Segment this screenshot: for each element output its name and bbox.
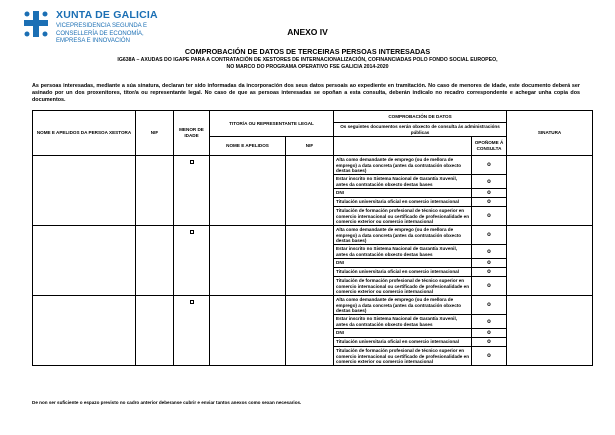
oppose-checkbox[interactable]: o [472,259,507,268]
page-subtitle [0,57,615,71]
minor-checkbox[interactable] [190,160,194,164]
document-label: Alta como demandante de emprego (ou de mellora de emprego) a data concreta (antes da contratación obxecto destas bases) [334,156,472,175]
oppose-checkbox[interactable]: o [472,315,507,329]
logo-name: XUNTA DE GALICIA [56,9,158,21]
header-tutor: TITOR/A OU REPRESENTANTE LEGAL [210,111,334,137]
person-name-cell[interactable] [33,226,136,296]
document-label: Estar inscrito no Sistema Nacional de Garantía Xuvenil, antes da contratación obxecto destas bases [334,175,472,189]
oppose-checkbox[interactable]: o [472,329,507,338]
minor-checkbox-cell [174,156,210,226]
table-body [33,156,593,366]
document-label: DNI [334,259,472,268]
document-label: Titulación de formación profesional de técnico superior en comercio internacional ou certificado de profesionalidade en comercio exterior ou comercio internacional [334,277,472,296]
header-name: NOME E APELIDOS DA PERSOA XESTORA [33,111,136,156]
document-label: Titulación universitaria oficial en comercio internacional [334,268,472,277]
oppose-checkbox[interactable]: o [472,347,507,366]
header-tutor-nif: NIF [286,137,334,156]
header-verification-sub: Os seguintes documentos serán obxecto de consulta ás administracións públicas [334,123,507,137]
interested-persons-table [32,110,593,366]
oppose-checkbox[interactable]: o [472,338,507,347]
header-verification [334,111,507,123]
oppose-checkbox[interactable]: o [472,226,507,245]
minor-checkbox[interactable] [190,300,194,304]
oppose-checkbox[interactable]: o [472,175,507,189]
oppose-checkbox[interactable]: o [472,198,507,207]
logo-line: EMPRESA E INNOVACIÓN [56,38,130,44]
header-minor: MENOR DE IDADE [174,111,210,156]
oppose-checkbox[interactable]: o [472,189,507,198]
table-row [33,296,593,315]
document-label: Titulación universitaria oficial en comercio internacional [334,198,472,207]
tutor-nif-cell[interactable] [286,156,334,226]
minor-checkbox-cell [174,226,210,296]
header-tutor-name: NOME E APELIDOS [210,137,286,156]
person-nif-cell[interactable] [136,226,174,296]
person-nif-cell[interactable] [136,156,174,226]
person-nif-cell[interactable] [136,296,174,366]
document-label: Titulación universitaria oficial en comercio internacional [334,338,472,347]
person-name-cell[interactable] [33,156,136,226]
footnote: De non ser suficiente o espazo previsto no cadro anterior deberanse cubrir e enviar tantos anexos como sexan necesarios. [32,400,302,405]
oppose-checkbox[interactable]: o [472,277,507,296]
document-label: Titulación de formación profesional de técnico superior en comercio internacional ou certificado de profesionalidade en comercio exterior ou comercio internacional [334,347,472,366]
page-title: COMPROBACIÓN DE DATOS DE TERCEIRAS PERSOAS INTERESADAS [184,47,431,56]
person-name-cell[interactable] [33,296,136,366]
signature-cell[interactable] [507,226,593,296]
oppose-checkbox[interactable]: o [472,207,507,226]
tutor-nif-cell[interactable] [286,226,334,296]
minor-checkbox[interactable] [190,230,194,234]
intro-paragraph: As persoas interesadas, mediante a súa sinatura, declaran ter sido informadas da incorporación dos seus datos persoais ao expediente en tramitación. No caso de menores de idade, este documento deberá ser asinado por un dos proxenitores, titor/a ou representante legal. No caso de que as persoas interesadas se opoñan a esta consulta, deberán indicalo no recadro correspondente e achegar unha copia dos documentos. [32,83,580,103]
oppose-checkbox[interactable]: o [472,156,507,175]
tutor-name-cell[interactable] [210,156,286,226]
header-documents-blank [334,137,472,156]
oppose-checkbox[interactable]: o [472,245,507,259]
subtitle-line: IG638A – AXUDAS DO IGAPE PARA A CONTRATACIÓN DE XESTORES DE INTERNACIONALIZACIÓN, COFINANCIADAS POLO FONDO SOCIAL EUROPEO, [117,57,498,63]
verification-title: COMPROBACIÓN DE DATOS [388,113,452,119]
document-label: Estar inscrito no Sistema Nacional de Garantía Xuvenil, antes da contratación obxecto destas bases [334,315,472,329]
oppose-checkbox[interactable]: o [472,268,507,277]
document-label: Alta como demandante de emprego (ou de mellora de emprego) a data concreta (antes da contratación obxecto destas bases) [334,296,472,315]
annex-label: ANEXO IV [287,27,328,37]
document-label: Alta como demandante de emprego (ou de mellora de emprego) a data concreta (antes da contratación obxecto destas bases) [334,226,472,245]
document-label: Estar inscrito no Sistema Nacional de Garantía Xuvenil, antes da contratación obxecto destas bases [334,245,472,259]
subtitle-line: NO MARCO DO PROGRAMA OPERATIVO FSE GALICIA 2014-2020 [226,64,389,70]
logo-line: CONSELLERÍA DE ECONOMÍA, [56,30,144,37]
table-row [33,156,593,175]
tutor-name-cell[interactable] [210,226,286,296]
header-signature: SINATURA [507,111,593,156]
signature-cell[interactable] [507,156,593,226]
tutor-name-cell[interactable] [210,296,286,366]
signature-cell[interactable] [507,296,593,366]
document-label: DNI [334,189,472,198]
oppose-checkbox[interactable]: o [472,296,507,315]
header-nif: NIF [136,111,174,156]
tutor-nif-cell[interactable] [286,296,334,366]
document-label: Titulación de formación profesional de técnico superior en comercio internacional ou certificado de profesionalidade en comercio exterior ou comercio internacional [334,207,472,226]
header-oppose: OPOÑOME Á CONSULTA [472,137,507,156]
table-row [33,226,593,245]
document-label: DNI [334,329,472,338]
logo-line: VICEPRESIDENCIA SEGUNDA E [56,23,148,29]
minor-checkbox-cell [174,296,210,366]
